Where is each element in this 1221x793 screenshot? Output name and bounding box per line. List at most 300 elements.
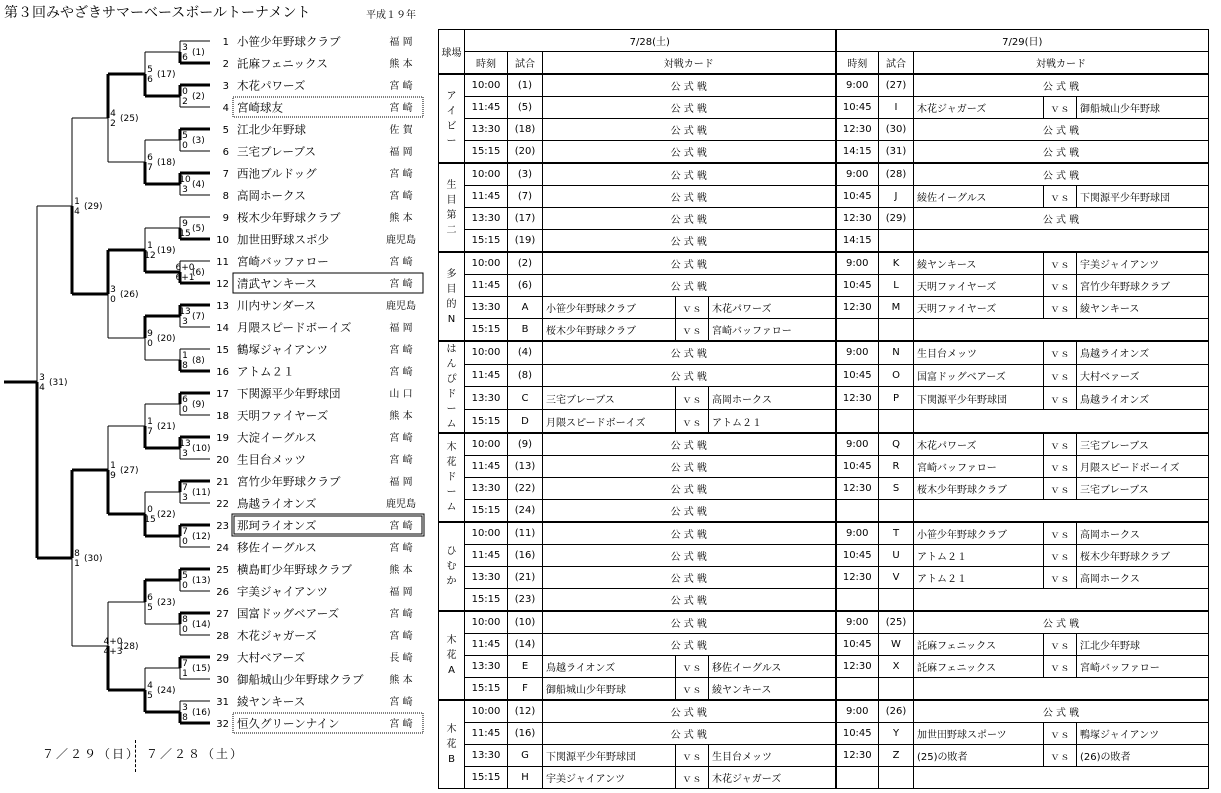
team-number: 31 <box>216 697 229 708</box>
score-bottom: 6 <box>182 53 188 63</box>
match-id-cell: (28) <box>879 163 914 186</box>
match-id-cell: B <box>508 319 543 342</box>
match-id-cell: (18) <box>508 119 543 141</box>
score-bottom: 6 <box>147 75 153 85</box>
match-id-cell: M <box>879 297 914 319</box>
time-cell: 12:30 <box>836 478 879 500</box>
team-a: 綾佐イーグルス <box>914 186 1044 208</box>
team-name: 宮崎球友 <box>237 100 283 115</box>
team-name: 託麻フェニックス <box>237 56 328 71</box>
score-bottom: 0 <box>182 625 188 635</box>
team-prefecture: 宮 崎 <box>389 103 413 114</box>
team-a: アトム２１ <box>914 545 1044 567</box>
team-name: 小笹少年野球クラブ <box>237 34 341 49</box>
match-id-cell: R <box>879 456 914 478</box>
venue-name <box>439 611 465 700</box>
venue-name <box>439 74 465 163</box>
time-cell: 9:00 <box>836 611 879 634</box>
time-cell: 13:30 <box>465 478 508 500</box>
score-bottom: 7 <box>147 163 153 173</box>
time-cell: 9:00 <box>836 163 879 186</box>
schedule-row <box>439 723 1209 745</box>
time-cell: 15:15 <box>465 141 508 164</box>
team-prefecture: 宮 崎 <box>389 257 413 268</box>
team-number: 2 <box>222 59 229 70</box>
game-number: (6) <box>192 268 205 278</box>
team-name: 天明ファイヤーズ <box>237 408 329 423</box>
vs-label: ｖｓ <box>1044 252 1077 275</box>
team-a: 桜木少年野球クラブ <box>543 319 676 342</box>
team-name: 桜木少年野球クラブ <box>237 210 341 225</box>
time-cell <box>836 410 879 433</box>
match-card: 公 式 戦 <box>543 567 836 589</box>
match-id-cell <box>879 767 914 789</box>
time-cell: 12:30 <box>836 656 879 678</box>
vs-label: ｖｓ <box>1044 387 1077 410</box>
time-cell: 10:00 <box>465 252 508 275</box>
time-cell: 9:00 <box>836 74 879 97</box>
team-b: 三宅ブレーブス <box>1077 478 1209 500</box>
score-top: 1 <box>110 461 116 471</box>
team-a: 月隈スピードボーイズ <box>543 410 676 433</box>
score-top: 7 <box>182 483 188 493</box>
score-top: 5 <box>182 131 188 141</box>
time-cell: 15:15 <box>465 230 508 253</box>
team-name: 国富ドッグベアーズ <box>237 606 340 621</box>
match-id-cell: (1) <box>508 74 543 97</box>
team-name: 加世田野球スポ少 <box>237 232 329 247</box>
team-a: 小笹少年野球クラブ <box>914 522 1044 545</box>
score-top: 7 <box>182 527 188 537</box>
score-top: 7 <box>182 659 188 669</box>
game-number: (9) <box>192 400 205 410</box>
vs-label: ｖｓ <box>676 297 709 319</box>
team-number: 1 <box>222 37 229 48</box>
score-top: 0 <box>147 505 153 515</box>
match-id-cell: Y <box>879 723 914 745</box>
score-top: 1 <box>182 351 188 361</box>
team-prefecture: 鹿児島 <box>386 301 416 312</box>
schedule-row <box>439 433 1209 456</box>
match-card: 公 式 戦 <box>543 545 836 567</box>
team-prefecture: 熊 本 <box>389 59 413 70</box>
team-number: 15 <box>216 345 229 356</box>
match-card: 公 式 戦 <box>543 589 836 612</box>
score-bottom: 6+1 <box>175 273 195 283</box>
time-cell: 10:00 <box>465 163 508 186</box>
team-a: 下関源平少年野球団 <box>914 387 1044 410</box>
card-header: 対戦カード <box>914 52 1209 75</box>
venue-name <box>439 252 465 341</box>
team-number: 10 <box>216 235 229 246</box>
match-card: 公 式 戦 <box>543 163 836 186</box>
team-b: 月隈スピードボーイズ <box>1077 456 1209 478</box>
match-card: 公 式 戦 <box>543 252 836 275</box>
match-card: 公 式 戦 <box>543 119 836 141</box>
game-number: (21) <box>157 422 176 432</box>
game-number: (10) <box>192 444 211 454</box>
match-card: 公 式 戦 <box>914 141 1209 164</box>
vs-label: ｖｓ <box>1044 341 1077 364</box>
vs-label: ｖｓ <box>1044 456 1077 478</box>
match-id-cell: (21) <box>508 567 543 589</box>
game-number: (17) <box>157 70 176 80</box>
team-number: 26 <box>216 587 229 598</box>
team-b: 鴨塚ジャイアンツ <box>1077 723 1209 745</box>
match-id-cell <box>879 319 914 342</box>
team-prefecture: 宮 崎 <box>389 345 413 356</box>
time-cell: 10:00 <box>465 433 508 456</box>
time-cell: 12:30 <box>836 567 879 589</box>
match-id-cell: X <box>879 656 914 678</box>
score-top: 1 <box>74 197 80 207</box>
time-cell: 9:00 <box>836 522 879 545</box>
match-card: 公 式 戦 <box>914 208 1209 230</box>
page-title: 第３回みやざきサマーベースボールトーナメント <box>4 5 311 21</box>
team-b: 高岡ホークス <box>709 387 836 410</box>
time-cell: 14:15 <box>836 141 879 164</box>
score-bottom: 4 <box>74 207 80 217</box>
team-b: 桜木少年野球クラブ <box>1077 545 1209 567</box>
team-prefecture: 宮 崎 <box>389 631 413 642</box>
venue-label: 多目的N <box>446 268 457 325</box>
time-cell: 13:30 <box>465 745 508 767</box>
team-number: 9 <box>222 213 229 224</box>
team-b: 鳥越ライオンズ <box>1077 341 1209 364</box>
team-b: (26)の敗者 <box>1077 745 1209 767</box>
time-cell <box>836 767 879 789</box>
team-number: 25 <box>216 565 229 576</box>
score-bottom: 0 <box>182 141 188 151</box>
match-id-cell: (14) <box>508 634 543 656</box>
time-cell <box>836 500 879 523</box>
score-bottom: 7 <box>147 427 153 437</box>
game-number: (27) <box>120 466 139 476</box>
time-cell: 15:15 <box>465 678 508 701</box>
game-number: (1) <box>192 48 205 58</box>
score-bottom: 15 <box>144 515 156 525</box>
time-cell: 10:45 <box>836 186 879 208</box>
match-id-cell: (30) <box>879 119 914 141</box>
match-id-cell: (20) <box>508 141 543 164</box>
score-bottom: 4+3 <box>103 647 123 657</box>
score-bottom: 3 <box>182 185 188 195</box>
team-prefecture: 宮 崎 <box>389 543 413 554</box>
team-a: 小笹少年野球クラブ <box>543 297 676 319</box>
match-id-cell: L <box>879 275 914 297</box>
venue-label: はんぴドーム <box>446 344 457 430</box>
match-id-cell: N <box>879 341 914 364</box>
score-top: 3 <box>182 43 188 53</box>
match-id-cell: (7) <box>508 186 543 208</box>
day2-header: 7/29(日) <box>836 30 1209 52</box>
match-card: 公 式 戦 <box>914 700 1209 723</box>
vs-label: ｖｓ <box>676 656 709 678</box>
match-id-cell: U <box>879 545 914 567</box>
score-bottom: 5 <box>147 691 153 701</box>
team-b: 大村ベァーズ <box>1077 364 1209 387</box>
team-name: 大村ベアーズ <box>237 650 306 665</box>
match-card: 公 式 戦 <box>543 611 836 634</box>
score-top: 9 <box>182 219 188 229</box>
match-id-cell <box>879 589 914 612</box>
vs-label: ｖｓ <box>676 767 709 789</box>
game-number: (12) <box>192 532 211 542</box>
score-bottom: 3 <box>182 317 188 327</box>
vs-label: ｖｓ <box>1044 656 1077 678</box>
match-card: 公 式 戦 <box>543 208 836 230</box>
match-id-cell: (31) <box>879 141 914 164</box>
time-cell: 10:00 <box>465 611 508 634</box>
time-cell: 15:15 <box>465 589 508 612</box>
team-number: 24 <box>216 543 229 554</box>
team-b: 綾ヤンキース <box>1077 297 1209 319</box>
team-number: 12 <box>216 279 229 290</box>
match-header: 試合 <box>508 52 543 75</box>
time-cell <box>836 319 879 342</box>
team-prefecture: 鹿児島 <box>386 499 416 510</box>
team-number: 18 <box>216 411 229 422</box>
team-name: 恒久グリーンナイン <box>237 716 340 731</box>
team-b: 木花パワーズ <box>709 297 836 319</box>
game-number: (30) <box>84 554 103 564</box>
team-a: 生目台メッツ <box>914 341 1044 364</box>
time-cell: 12:30 <box>836 745 879 767</box>
game-number: (11) <box>192 488 211 498</box>
score-top: 1 <box>147 241 153 251</box>
match-card: 公 式 戦 <box>543 634 836 656</box>
team-b: 生目台メッツ <box>709 745 836 767</box>
match-id-cell: (22) <box>508 478 543 500</box>
match-id-cell: (2) <box>508 252 543 275</box>
vs-label: ｖｓ <box>1044 723 1077 745</box>
match-id-cell <box>879 678 914 701</box>
team-a: 鳥越ライオンズ <box>543 656 676 678</box>
match-id-cell: (11) <box>508 522 543 545</box>
game-number: (23) <box>157 598 176 608</box>
match-card: 公 式 戦 <box>914 119 1209 141</box>
team-a: 下関源平少年野球団 <box>543 745 676 767</box>
team-prefecture: 宮 崎 <box>389 81 413 92</box>
time-cell: 15:15 <box>465 410 508 433</box>
match-card: 公 式 戦 <box>543 364 836 387</box>
time-cell: 11:45 <box>465 723 508 745</box>
team-prefecture: 宮 崎 <box>389 521 413 532</box>
schedule-row <box>439 410 1209 433</box>
schedule-row <box>439 634 1209 656</box>
match-id-cell: C <box>508 387 543 410</box>
match-card: 公 式 戦 <box>543 275 836 297</box>
team-name: 高岡ホークス <box>237 188 306 203</box>
score-top: 6 <box>147 593 153 603</box>
match-card: 公 式 戦 <box>543 478 836 500</box>
team-a: 木花ジャガーズ <box>914 97 1044 119</box>
score-top: 3 <box>39 373 45 383</box>
time-cell: 11:45 <box>465 634 508 656</box>
team-b: 木花ジャガーズ <box>709 767 836 789</box>
team-b: 宮崎バッファロー <box>709 319 836 342</box>
schedule-row <box>439 186 1209 208</box>
team-number: 21 <box>216 477 229 488</box>
team-a: 託麻フェニックス <box>914 634 1044 656</box>
team-b: 宮竹少年野球クラブ <box>1077 275 1209 297</box>
team-a: 宮崎バッファロー <box>914 456 1044 478</box>
team-name: 鶴塚ジャイアンツ <box>237 342 328 357</box>
team-number: 29 <box>216 653 229 664</box>
schedule-row <box>439 275 1209 297</box>
team-name: 月隈スピードボーイズ <box>237 320 352 335</box>
score-bottom: 0 <box>182 537 188 547</box>
match-id-cell: (10) <box>508 611 543 634</box>
time-cell: 13:30 <box>465 208 508 230</box>
match-id-cell: S <box>879 478 914 500</box>
score-bottom: 4 <box>39 383 45 393</box>
match-card: 公 式 戦 <box>543 97 836 119</box>
score-top: 0 <box>182 87 188 97</box>
team-prefecture: 熊 本 <box>389 411 413 422</box>
score-bottom: 15 <box>179 229 191 239</box>
match-id-cell: Z <box>879 745 914 767</box>
time-cell: 10:00 <box>465 341 508 364</box>
schedule-row <box>439 522 1209 545</box>
time-header: 時刻 <box>465 52 508 75</box>
time-cell: 11:45 <box>465 364 508 387</box>
match-id-cell: I <box>879 97 914 119</box>
match-id-cell: (27) <box>879 74 914 97</box>
venue-name <box>439 163 465 252</box>
score-bottom: 3 <box>182 449 188 459</box>
match-id-cell: K <box>879 252 914 275</box>
match-card: 公 式 戦 <box>543 700 836 723</box>
schedule-table <box>438 29 1209 789</box>
team-name: 木花ジャガーズ <box>237 628 317 643</box>
match-card: 公 式 戦 <box>914 611 1209 634</box>
schedule-row <box>439 700 1209 723</box>
team-prefecture: 宮 崎 <box>389 367 413 378</box>
schedule-row <box>439 230 1209 253</box>
match-id-cell: (17) <box>508 208 543 230</box>
team-name: 宮崎バッファロー <box>237 254 329 269</box>
team-b: 宇美ジャイアンツ <box>1077 252 1209 275</box>
team-b: 移佐イーグルス <box>709 656 836 678</box>
score-top: 6 <box>147 153 153 163</box>
time-header: 時刻 <box>836 52 879 75</box>
time-cell: 11:45 <box>465 97 508 119</box>
team-name: 那珂ライオンズ <box>237 518 317 533</box>
team-number: 6 <box>222 147 229 158</box>
time-cell: 10:45 <box>836 723 879 745</box>
team-prefecture: 宮 崎 <box>389 169 413 180</box>
team-prefecture: 宮 崎 <box>389 455 413 466</box>
match-id-cell: T <box>879 522 914 545</box>
schedule-row <box>439 297 1209 319</box>
match-id-cell: V <box>879 567 914 589</box>
team-prefecture: 熊 本 <box>389 213 413 224</box>
vs-label: ｖｓ <box>676 410 709 433</box>
venue-name <box>439 433 465 522</box>
match-id-cell: H <box>508 767 543 789</box>
schedule-row <box>439 656 1209 678</box>
vs-label: ｖｓ <box>1044 433 1077 456</box>
match-id-cell: (13) <box>508 456 543 478</box>
match-card: 公 式 戦 <box>543 74 836 97</box>
score-top: 6+0 <box>175 263 195 273</box>
team-name: アトム２１ <box>237 364 295 379</box>
match-id-cell: F <box>508 678 543 701</box>
time-cell: 15:15 <box>465 500 508 523</box>
tournament-bracket <box>0 0 438 793</box>
team-prefecture: 福 岡 <box>389 587 413 598</box>
game-number: (18) <box>157 158 176 168</box>
venue-label: 木花A <box>446 635 457 676</box>
score-top: 6 <box>182 395 188 405</box>
game-number: (25) <box>120 114 139 124</box>
score-top: 4+0 <box>103 637 123 647</box>
vs-label: ｖｓ <box>1044 364 1077 387</box>
venue-label: ひむか <box>446 546 457 587</box>
team-b: 江北少年野球 <box>1077 634 1209 656</box>
time-cell <box>836 589 879 612</box>
match-card: 公 式 戦 <box>543 230 836 253</box>
match-header: 試合 <box>879 52 914 75</box>
match-id-cell <box>879 500 914 523</box>
time-cell: 10:45 <box>836 456 879 478</box>
team-b: 三宅ブレーブス <box>1077 433 1209 456</box>
schedule-row <box>439 456 1209 478</box>
team-number: 20 <box>216 455 229 466</box>
venue-label: 木花B <box>446 724 457 765</box>
schedule-row <box>439 567 1209 589</box>
date-label-right: ７／２８（土） <box>146 747 245 761</box>
score-bottom: 1 <box>182 669 188 679</box>
team-number: 3 <box>222 81 229 92</box>
team-name: 移佐イーグルス <box>237 540 317 555</box>
team-number: 7 <box>222 169 229 180</box>
vs-label: ｖｓ <box>676 387 709 410</box>
team-number: 8 <box>222 191 229 202</box>
game-number: (19) <box>157 246 176 256</box>
day1-header: 7/28(土) <box>465 30 836 52</box>
game-number: (15) <box>192 664 211 674</box>
time-cell: 10:00 <box>465 522 508 545</box>
team-name: 清武ヤンキース <box>237 276 317 291</box>
time-cell: 10:00 <box>465 74 508 97</box>
match-id-cell: (5) <box>508 97 543 119</box>
team-number: 32 <box>216 719 229 730</box>
team-prefecture: 福 岡 <box>389 147 413 158</box>
team-b: 下関源平少年野球団 <box>1077 186 1209 208</box>
team-number: 4 <box>222 103 229 114</box>
team-a: 綾ヤンキース <box>914 252 1044 275</box>
schedule-row <box>439 678 1209 701</box>
schedule-row <box>439 611 1209 634</box>
score-top: 8 <box>182 615 188 625</box>
team-number: 13 <box>216 301 229 312</box>
score-bottom: 0 <box>182 581 188 591</box>
team-name: 三宅ブレーブス <box>237 144 317 159</box>
team-name: 下関源平少年野球団 <box>237 386 341 401</box>
time-cell: 10:00 <box>465 700 508 723</box>
schedule-row <box>439 97 1209 119</box>
match-id-cell: (4) <box>508 341 543 364</box>
schedule-row <box>439 208 1209 230</box>
team-name: 宇美ジャイアンツ <box>237 584 328 599</box>
match-id-cell: G <box>508 745 543 767</box>
venue-label: 木花ドーム <box>446 442 457 513</box>
score-top: 8 <box>74 549 80 559</box>
team-prefecture: 宮 崎 <box>389 191 413 202</box>
schedule-row <box>439 500 1209 523</box>
